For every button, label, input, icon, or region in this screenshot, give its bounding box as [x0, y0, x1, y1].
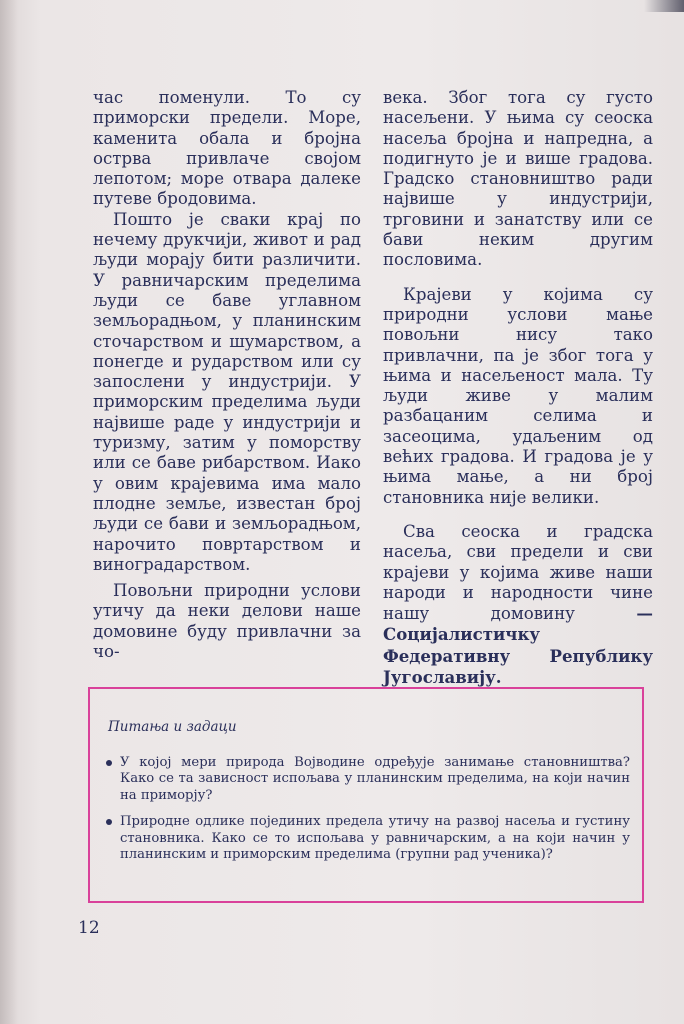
page-number: 12	[78, 918, 100, 938]
bullet-icon	[106, 819, 112, 825]
paragraph-text: Сва сеоска и градска насеља, сви предели и сви крајеви у којима живе наши народи и народности чине нашу домовину	[383, 521, 653, 624]
question-item	[104, 814, 630, 863]
question-text: У којој мери природа Војводине одређује занимање становништва? Како се та зависност испољава у планинским пределима, на који начин на приморју?	[120, 755, 630, 803]
questions-box	[88, 687, 644, 903]
text-column-right	[383, 88, 653, 688]
bullet-icon	[106, 760, 112, 766]
spine-shadow	[0, 0, 18, 1024]
questions-list	[104, 755, 630, 873]
text-column-left	[93, 88, 361, 662]
closing-paragraph	[383, 522, 653, 688]
country-name-bold: — Социјалистичку Федеративну Републику Југославију.	[383, 603, 653, 688]
question-item	[104, 755, 630, 804]
page-corner-shadow	[644, 0, 684, 12]
paragraph: час поменули. То су приморски предели. Море, каменита обала и бројна острва привлаче својом лепотом; море отвара далеке путеве бродовима.	[93, 88, 361, 209]
paragraph: Крајеви у којима су природни услови мање повољни нису тако привлачни, па је због тога у њима и насељеност мала. Ту људи живе у малим разбацаним селима и засеоцима, удаљеним од већих градова. И градова је у њима мање, а ни број становника није велики.	[383, 284, 653, 507]
paragraph: Пошто је сваки крај по нечему друкчији, живот и рад људи морају бити различити. У равничарским пределима људи се баве углавном земљорадњом, у планинским сточарством и шумарством, а понегде и рударством или су запослени у индустрији. У приморским пределима људи највише раде у индустрији и туризму, затим у поморству или се баве рибарством. Иако у овим крајевима има мало плодне земље, известан број људи се бави и земљорадњом, нарочито повртарством и виноградарством.	[93, 209, 361, 574]
question-text: Природне одлике појединих предела утичу на развој насеља и густину становника. Како се то испољава у равничарским, а на који начин у планинским и приморским пределима (групни рад ученика)?	[120, 814, 630, 863]
questions-title: Питања и задаци	[108, 719, 237, 735]
paragraph: Повољни природни услови утичу да неки делови наше домовине буду привлачни за чо-	[93, 581, 361, 662]
paragraph: века. Због тога су густо насељени. У њима су сеоска насеља бројна и напредна, а подигнуто је и више градова. Градско становништво ради највише у индустрији, трговини и занатству или се бави неким другим пословима.	[383, 88, 653, 270]
